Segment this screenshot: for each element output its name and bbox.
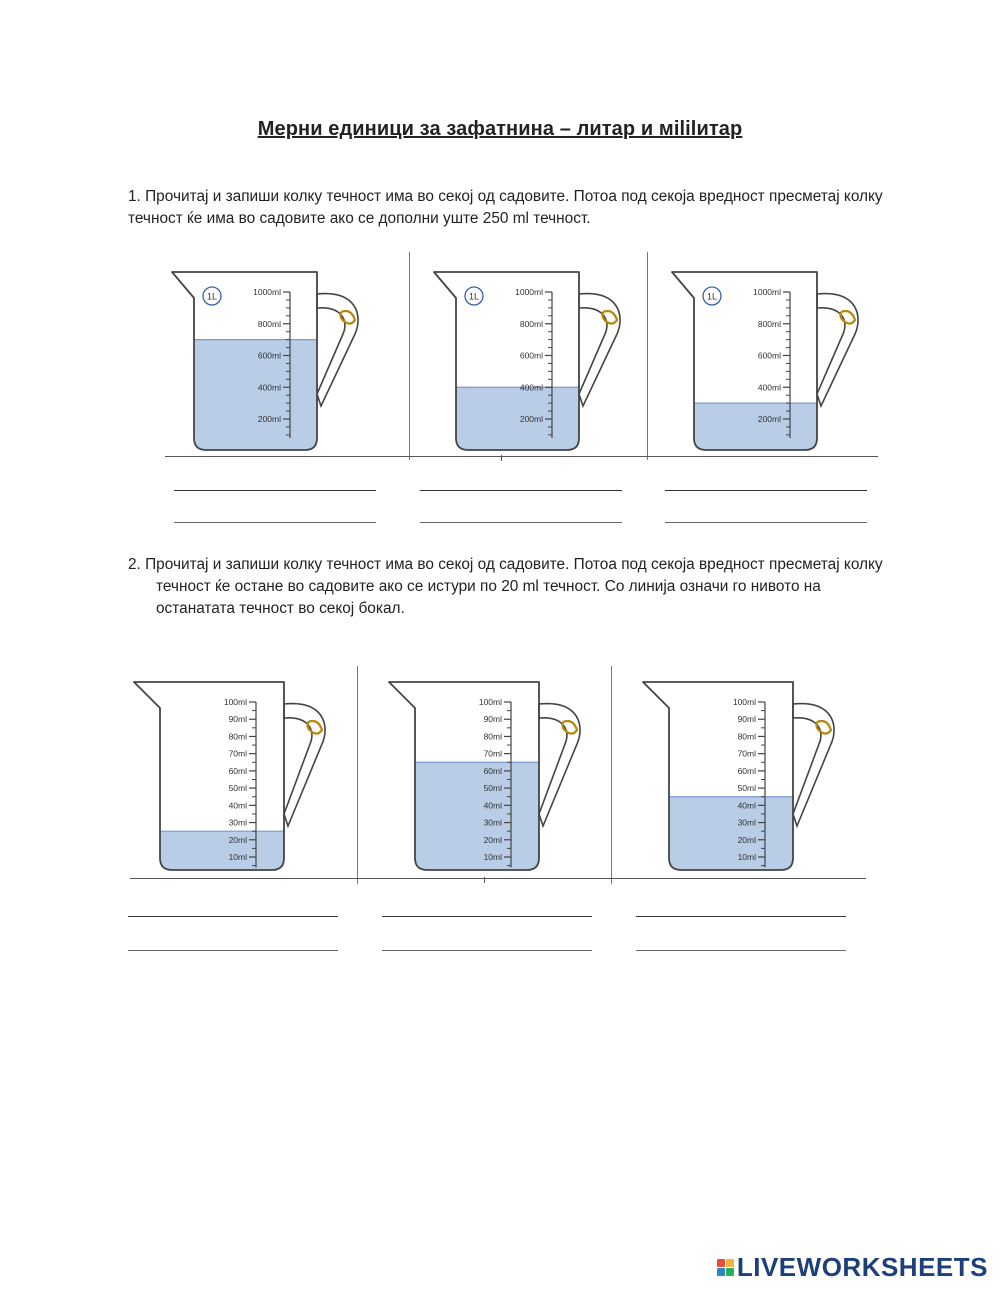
scale-label: 30ml (228, 817, 247, 828)
scale-label: 600ml (757, 350, 781, 361)
scale-label: 10ml (737, 852, 756, 862)
task2-divider-1 (357, 666, 358, 884)
scale-label: 50ml (228, 783, 247, 794)
task1-answer-input-2a[interactable] (420, 468, 622, 490)
scale-label: 60ml (228, 765, 247, 776)
task2-answer-line-3b (636, 950, 846, 951)
task2-line-1: 2. Прочитај и запиши колку течност има во секој од садовите. Потоа под секоја вредност пресметај колку (128, 556, 883, 573)
task2-answer-line-3a (636, 916, 846, 917)
task2-answer-input-1b[interactable] (128, 928, 338, 950)
task1-answer-input-1a[interactable] (174, 468, 376, 490)
task2-instructions (128, 554, 928, 620)
task2-floor-tick (484, 877, 485, 883)
task1-line-1: 1. Прочитај и запиши колку течност има во секој од садовите. Потоа под секоја вредност пресметај колку (128, 188, 883, 205)
scale-label: 100ml (478, 697, 502, 707)
jug-handle (539, 704, 580, 826)
task2-jug-3 (643, 676, 853, 876)
task1-divider-2 (647, 252, 648, 460)
jug-handle (317, 294, 358, 406)
scale-label: 60ml (737, 765, 756, 776)
scale-label: 600ml (257, 350, 281, 361)
task1-answer-line-1a (174, 490, 376, 491)
scale-label: 90ml (737, 714, 756, 725)
task2-answer-input-3a[interactable] (636, 894, 846, 916)
scale-label: 40ml (483, 800, 502, 811)
task2-answer-line-1b (128, 950, 338, 951)
scale-label: 50ml (483, 783, 502, 794)
liveworksheets-text: LIVEWORKSHEETS (736, 1251, 988, 1282)
scale-label: 10ml (483, 852, 502, 862)
scale-label: 600ml (519, 350, 543, 361)
scale-label: 800ml (519, 318, 543, 329)
task2-answer-line-2b (382, 950, 592, 951)
task1-jug-1 (172, 266, 362, 456)
water-fill (694, 403, 817, 450)
scale-label: 10ml (228, 852, 247, 862)
task2-jug-1 (134, 676, 344, 876)
scale-label: 50ml (737, 783, 756, 794)
scale-label: 80ml (228, 731, 247, 742)
task1-floor-line (165, 456, 878, 457)
scale-label: 200ml (519, 414, 543, 424)
task2-answer-input-2a[interactable] (382, 894, 592, 916)
logo-square-3 (717, 1268, 725, 1276)
scale-label: 60ml (483, 765, 502, 776)
task1-jug-2 (434, 266, 624, 456)
scale-label: 400ml (519, 382, 543, 393)
task1-answer-line-2a (420, 490, 622, 491)
jug-handle (284, 704, 325, 826)
liveworksheets-logo-icon (717, 1259, 734, 1276)
task2-line-2: течност ќе остане во садовите ако се истури по 20 ml течност. Со линија означи го нивото на (156, 578, 821, 595)
scale-label: 400ml (757, 382, 781, 393)
capacity-badge-label: 1L (206, 291, 218, 302)
task1-line-2: течност ќе има во садовите ако се дополни уште 250 ml течност. (128, 210, 591, 227)
scale-label: 1000ml (253, 287, 281, 297)
scale-label: 800ml (757, 318, 781, 329)
jug-handle (793, 704, 834, 826)
task2-floor-line (130, 878, 866, 879)
scale-label: 40ml (737, 800, 756, 811)
logo-square-4 (726, 1268, 734, 1276)
water-fill (194, 340, 317, 450)
task1-instructions (128, 186, 928, 230)
water-fill (456, 387, 579, 450)
scale-label: 200ml (257, 414, 281, 424)
scale-label: 80ml (737, 731, 756, 742)
task2-answer-input-2b[interactable] (382, 928, 592, 950)
jug-handle (817, 294, 858, 406)
capacity-badge-label: 1L (706, 291, 718, 302)
worksheet-title: Мерни единици за зафатнина – литар и мililитар (257, 118, 743, 140)
scale-label: 90ml (228, 714, 247, 725)
task2-answer-line-2a (382, 916, 592, 917)
scale-label: 30ml (483, 817, 502, 828)
scale-label: 1000ml (753, 287, 781, 297)
task2-line-3: останатата течност во секој бокал. (156, 600, 405, 617)
scale-label: 800ml (257, 318, 281, 329)
water-fill (415, 762, 539, 870)
scale-label: 200ml (757, 414, 781, 424)
scale-label: 70ml (483, 748, 502, 759)
task1-answer-input-3b[interactable] (665, 500, 867, 522)
scale-label: 100ml (732, 697, 756, 707)
scale-label: 20ml (228, 834, 247, 845)
logo-square-2 (726, 1259, 734, 1267)
task1-answer-line-2b (420, 522, 622, 523)
task1-answer-line-3b (665, 522, 867, 523)
task2-answer-input-3b[interactable] (636, 928, 846, 950)
logo-square-1 (717, 1259, 725, 1267)
task2-answer-line-1a (128, 916, 338, 917)
scale-label: 20ml (737, 834, 756, 845)
task1-answer-input-1b[interactable] (174, 500, 376, 522)
scale-label: 90ml (483, 714, 502, 725)
jug-handle (579, 294, 620, 406)
task1-jug-3 (672, 266, 862, 456)
capacity-badge-label: 1L (468, 291, 480, 302)
scale-label: 70ml (228, 748, 247, 759)
task1-divider-1 (409, 252, 410, 460)
scale-label: 20ml (483, 834, 502, 845)
task2-jug-2 (389, 676, 599, 876)
liveworksheets-brand[interactable] (717, 1253, 988, 1281)
water-fill (160, 831, 284, 870)
task1-answer-input-2b[interactable] (420, 500, 622, 522)
scale-label: 1000ml (515, 287, 543, 297)
task1-answer-line-1b (174, 522, 376, 523)
scale-label: 70ml (737, 748, 756, 759)
scale-label: 80ml (483, 731, 502, 742)
water-fill (669, 797, 793, 870)
task1-answer-line-3a (665, 490, 867, 491)
scale-label: 100ml (223, 697, 247, 707)
scale-label: 400ml (257, 382, 281, 393)
task1-answer-input-3a[interactable] (665, 468, 867, 490)
task2-divider-2 (611, 666, 612, 884)
scale-label: 30ml (737, 817, 756, 828)
task2-answer-input-1a[interactable] (128, 894, 338, 916)
scale-label: 40ml (228, 800, 247, 811)
